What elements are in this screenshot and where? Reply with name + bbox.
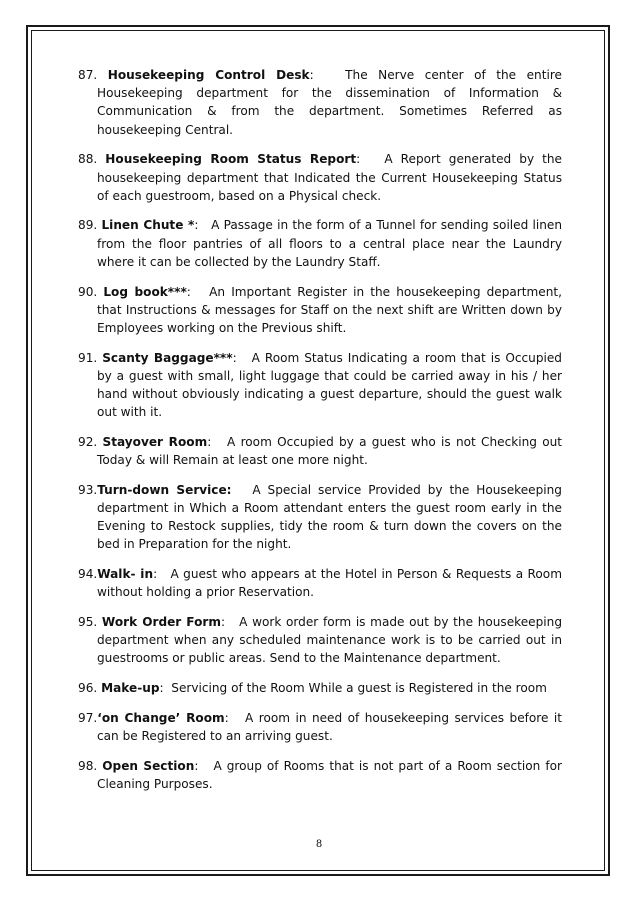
- entry-number: 92.: [78, 434, 98, 449]
- entry-definition: The Nerve center of the entire Housekeeping department for the dissemination of Information & Communication & from the department. Sometimes Referred as housekeeping Central.: [97, 68, 562, 137]
- entry-definition: A room in need of housekeeping services before it can be Registered to an arriving guest.: [97, 710, 562, 744]
- entry-separator: :: [186, 284, 191, 299]
- entry-term: Turn-down Service:: [97, 482, 232, 497]
- entry-number: 88.: [78, 152, 98, 167]
- entry-number: 98.: [78, 758, 98, 773]
- entry-term: Linen Chute *: [101, 218, 195, 233]
- glossary-entry: [78, 216, 562, 271]
- entry-number: 95.: [78, 615, 98, 630]
- entry-number: 94.: [78, 567, 98, 582]
- glossary-entry: [78, 481, 562, 554]
- entry-definition: A group of Rooms that is not part of a Room section for Cleaning Purposes.: [97, 758, 562, 791]
- entry-definition: A Passage in the form of a Tunnel for sending soiled linen from the floor pantries of all floors to a central place near the Laundry where it can be collected by the Laundry Staff.: [97, 218, 562, 269]
- entry-term: Housekeeping Control Desk: [107, 68, 310, 82]
- glossary-entry: [78, 757, 562, 793]
- entry-number: 89.: [78, 218, 98, 233]
- glossary-entry: [78, 613, 562, 668]
- glossary-content: [78, 66, 562, 793]
- entry-number: 91.: [78, 350, 98, 365]
- entry-separator: :: [356, 152, 361, 167]
- glossary-entry: [78, 66, 562, 139]
- entry-definition: A guest who appears at the Hotel in Person & Requests a Room without holding a prior Reservation.: [97, 567, 562, 600]
- glossary-entry: [78, 709, 562, 745]
- glossary-entry: [78, 679, 562, 697]
- entry-definition: A Report generated by the housekeeping department that Indicated the Current Housekeeping Status of each guestroom, based on a Physical check.: [97, 152, 562, 203]
- entry-term: Housekeeping Room Status Report: [105, 152, 357, 167]
- entry-definition: An Important Register in the housekeeping department, that Instructions & messages for Staff on the next shift are Written down by Employees working on the Previous shift.: [97, 284, 562, 335]
- entry-number: 96.: [78, 681, 98, 696]
- entry-term: Log book***: [103, 284, 187, 299]
- entry-definition: Servicing of the Room While a guest is Registered in the room: [171, 681, 547, 696]
- entry-term: Scanty Baggage***: [102, 350, 233, 365]
- page-number: 8: [315, 839, 323, 850]
- entry-term: Work Order Form: [101, 615, 221, 630]
- entry-separator: :: [220, 615, 226, 630]
- glossary-entry: [78, 433, 562, 469]
- entry-separator: :: [153, 567, 158, 582]
- entry-term: Open Section: [102, 758, 195, 773]
- entry-separator: :: [159, 681, 164, 696]
- entry-separator: :: [194, 758, 199, 773]
- entry-separator: :: [194, 218, 199, 233]
- entry-definition: A Room Status Indicating a room that is Occupied by a guest with small, light luggage that could be carried away in his / her hand without obviously indicating a guest departure, should the guest walk out with it.: [97, 350, 562, 420]
- entry-separator: :: [224, 710, 229, 725]
- entry-term: Stayover Room: [102, 434, 208, 449]
- glossary-entry: [78, 349, 562, 422]
- entry-definition: A room Occupied by a guest who is not Checking out Today & will Remain at least one more night.: [97, 434, 563, 468]
- entry-definition: A work order form is made out by the housekeeping department when any scheduled maintenance work is to be carried out in guestrooms or public areas. Send to the Maintenance department.: [97, 615, 562, 666]
- entry-term: Make-up: [101, 681, 160, 696]
- entry-number: 97.: [78, 710, 98, 725]
- entry-separator: :: [232, 350, 237, 365]
- glossary-entry: [78, 283, 562, 338]
- entry-term: Walk- in: [97, 567, 154, 582]
- entry-term: ‘on Change’ Room: [97, 710, 225, 725]
- entry-separator: :: [207, 434, 212, 449]
- entry-definition: A Special service Provided by the Housekeeping department in Which a Room attendant enters the guest room early in the Evening to Restock supplies, tidy the room & turn down the covers on the bed in Preparation for the night.: [97, 482, 562, 552]
- glossary-entry: [78, 565, 562, 601]
- entry-number: 87.: [78, 68, 98, 82]
- entry-number: 93.: [78, 482, 98, 497]
- entry-separator: :: [309, 68, 314, 82]
- glossary-entry: [78, 150, 562, 205]
- entry-number: 90.: [78, 284, 98, 299]
